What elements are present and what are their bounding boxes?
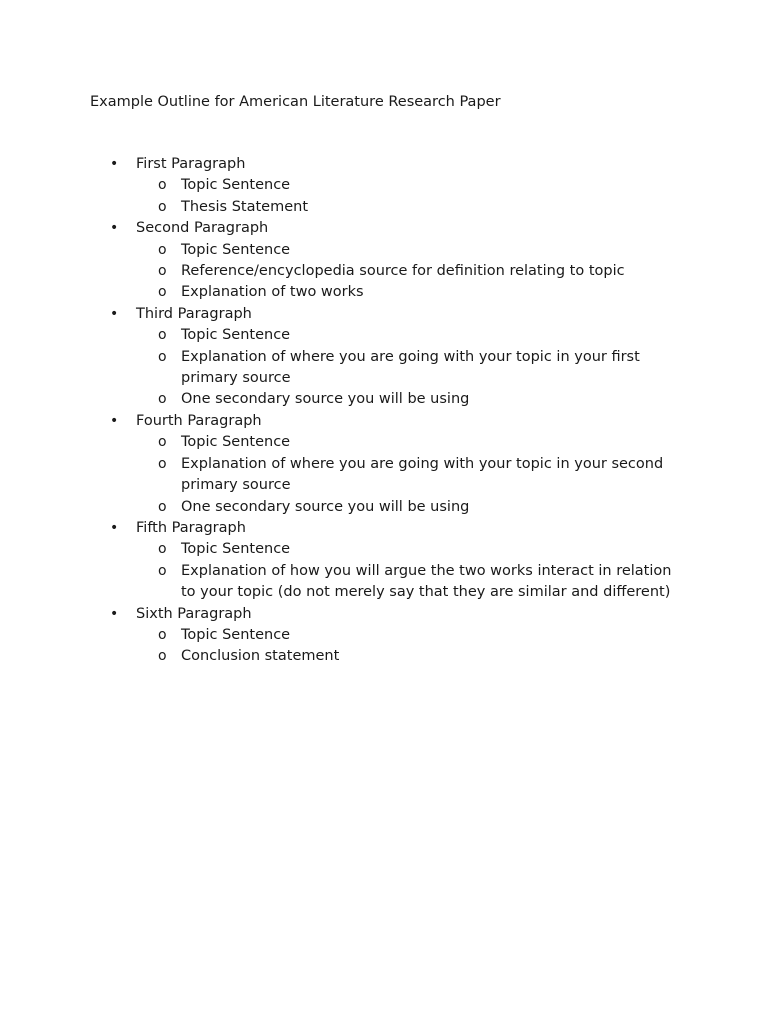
sub-list (136, 325, 768, 411)
sub-item (0, 282, 681, 303)
sub-item (0, 325, 681, 346)
sub-item (0, 539, 681, 560)
sub-item-text: Conclusion statement (181, 648, 340, 665)
sub-list (136, 625, 768, 668)
outline-item-label: First Paragraph (136, 156, 246, 172)
circle-bullet-icon: o (158, 284, 167, 301)
outline-item-label: Fourth Paragraph (136, 412, 262, 429)
bullet-icon: • (110, 605, 119, 622)
sub-list (136, 175, 768, 218)
circle-bullet-icon: o (158, 327, 167, 344)
sub-item-text: One secondary source you will be using (181, 391, 470, 408)
circle-bullet-icon: o (158, 541, 167, 558)
outline-item-label: Second Paragraph (136, 220, 269, 237)
sub-item-text: Topic Sentence (181, 541, 291, 558)
sub-item (0, 389, 681, 410)
sub-item-text: One secondary source you will be using (181, 498, 470, 515)
sub-item (0, 261, 681, 282)
bullet-icon: • (110, 519, 119, 536)
outline-list (0, 154, 768, 668)
sub-item-text: Topic Sentence (181, 626, 291, 643)
bullet-icon: • (110, 412, 119, 429)
outline-item (0, 411, 768, 518)
sub-item-text: Explanation of where you are going with your topic in your second primary source (181, 455, 664, 494)
circle-bullet-icon: o (158, 177, 167, 194)
sub-item (0, 625, 681, 646)
outline-item-label: Sixth Paragraph (136, 605, 252, 622)
sub-item-text: Topic Sentence (181, 434, 291, 451)
sub-item (0, 432, 681, 453)
circle-bullet-icon: o (158, 455, 167, 472)
sub-item-text: Explanation of where you are going with your topic in your first primary source (181, 348, 640, 387)
outline-item (0, 518, 768, 604)
circle-bullet-icon: o (158, 241, 167, 258)
bullet-icon: • (110, 156, 119, 172)
circle-bullet-icon: o (158, 562, 167, 579)
bullet-icon: • (110, 305, 119, 322)
bullet-icon: • (110, 220, 119, 237)
sub-item-text: Explanation of two works (181, 284, 364, 301)
outline-item-label: Third Paragraph (136, 305, 252, 322)
outline-item (0, 604, 768, 668)
circle-bullet-icon: o (158, 648, 167, 665)
sub-item-text: Topic Sentence (181, 177, 291, 194)
circle-bullet-icon: o (158, 263, 167, 280)
sub-item (0, 646, 681, 667)
sub-item (0, 454, 681, 497)
outline-item-label: Fifth Paragraph (136, 519, 246, 536)
sub-list (136, 432, 768, 518)
circle-bullet-icon: o (158, 198, 167, 215)
outline-item (0, 304, 768, 411)
circle-bullet-icon: o (158, 391, 167, 408)
document-title: Example Outline for American Literature Research Paper (90, 94, 501, 110)
sub-item-text: Explanation of how you will argue the two works interact in relation to your topic (do not merely say that they are similar and different) (181, 562, 672, 601)
sub-item-text: Topic Sentence (181, 327, 291, 344)
sub-list (136, 539, 768, 603)
sub-item (0, 240, 681, 261)
circle-bullet-icon: o (158, 348, 167, 365)
circle-bullet-icon: o (158, 498, 167, 515)
sub-item (0, 197, 681, 218)
sub-item (0, 561, 681, 604)
circle-bullet-icon: o (158, 434, 167, 451)
outline-item (0, 154, 768, 218)
sub-item (0, 497, 681, 518)
sub-item-text: Thesis Statement (181, 198, 309, 215)
sub-item (0, 347, 681, 390)
circle-bullet-icon: o (158, 626, 167, 643)
sub-item (0, 175, 681, 196)
outline-item (0, 218, 768, 304)
sub-item-text: Reference/encyclopedia source for definition relating to topic (181, 263, 625, 280)
sub-item-text: Topic Sentence (181, 241, 291, 258)
sub-list (136, 240, 768, 304)
